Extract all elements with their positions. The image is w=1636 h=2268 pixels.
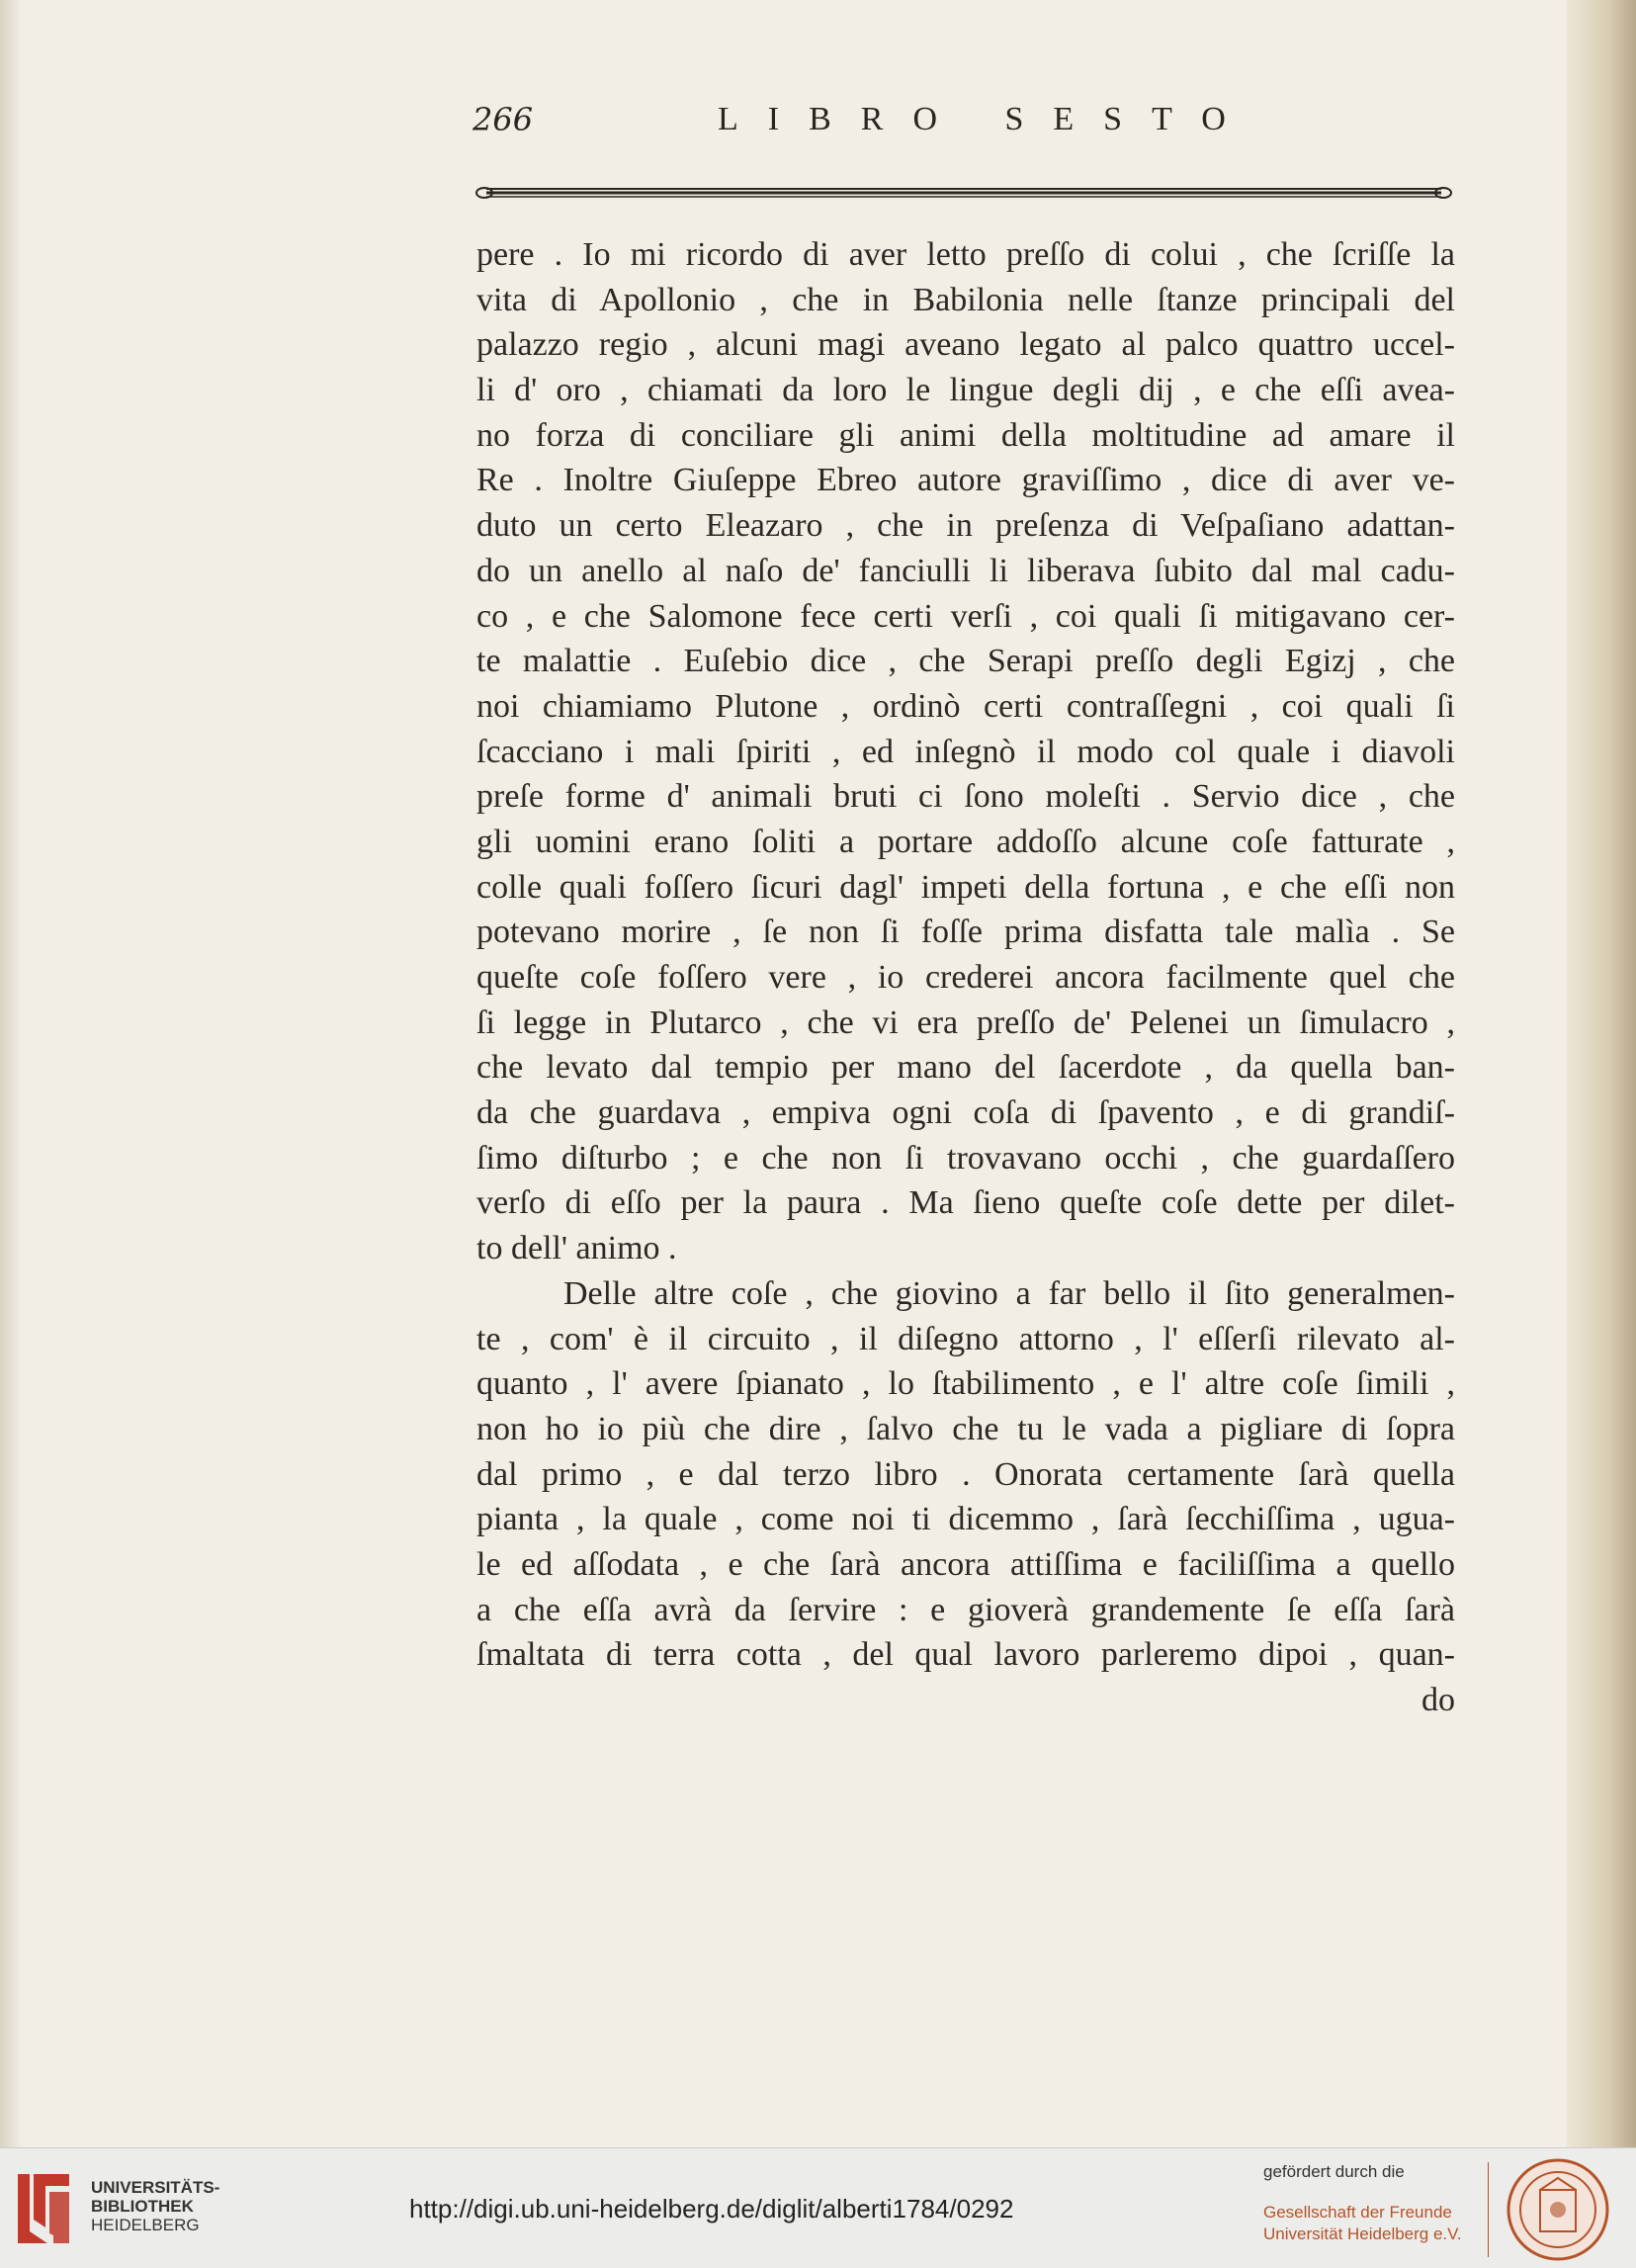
text-line: non ho io più che dire , ſalvo che tu le vada a pigliare di ſopra <box>476 1410 1455 1447</box>
library-name-line: HEIDELBERG <box>91 2216 200 2234</box>
ornamental-rule <box>474 184 1453 200</box>
text-line: noi chiamiamo Plutone , ordinò certi contraſſegni , coi quali ſi <box>476 687 1455 725</box>
text-line: da che guardava , empiva ogni coſa di ſpavento , e di grandiſ- <box>476 1094 1455 1132</box>
text-line: gli uomini erano ſoliti a portare addoſſo alcune coſe fatturate , <box>476 823 1455 860</box>
sponsor-divider <box>1488 2162 1489 2257</box>
page-number: 266 <box>473 101 534 138</box>
text-line: a che eſſa avrà da ſervire : e gioverà grandemente ſe eſſa ſarà <box>476 1591 1455 1628</box>
text-line: le ed aſſodata , e che ſarà ancora attiſſima e faciliſſima a quello <box>476 1545 1455 1583</box>
text-line: te , com' è il circuito , il diſegno attorno , l' eſſerſi rilevato al- <box>476 1320 1455 1357</box>
text-line: ſi legge in Plutarco , che vi era preſſo de' Pelenei un ſimulacro , <box>476 1003 1455 1041</box>
text-line: do un anello al naſo de' fanciulli li liberava ſubito dal mal cadu- <box>476 552 1455 589</box>
university-seal-icon <box>1505 2156 1611 2263</box>
sponsor-name-line: Gesellschaft der Freunde <box>1263 2203 1452 2222</box>
text-line: co , e che Salomone fece certi verſi , coi quali ſi mitigavano cer- <box>476 597 1455 635</box>
catchword: do <box>1421 1682 1455 1718</box>
library-name-line: BIBLIOTHEK <box>91 2197 194 2216</box>
page-gutter-shadow <box>0 0 22 2147</box>
text-line: palazzo regio , alcuni magi aveano legato al palco quattro uccel- <box>476 326 1455 364</box>
running-title: LIBRO SESTO <box>718 101 1255 137</box>
text-line: verſo di eſſo per la paura . Ma ſieno queſte coſe dette per dilet- <box>476 1184 1455 1222</box>
text-line: li d' oro , chiamati da loro le lingue degli dij , e che eſſi avea- <box>476 372 1455 409</box>
footer-bar <box>0 2147 1636 2268</box>
text-line: te malattie . Euſebio dice , che Serapi preſſo degli Egizj , che <box>476 643 1455 680</box>
library-name <box>91 2178 219 2234</box>
text-line: queſte coſe foſſero vere , io crederei ancora facilmente quel che <box>476 959 1455 996</box>
running-head <box>473 101 1471 150</box>
text-line: to dell' animo . <box>476 1230 677 1267</box>
page-edge-shadow <box>1567 0 1636 2147</box>
text-line: Delle altre coſe , che giovino a far bello il ſito generalmen- <box>563 1274 1455 1312</box>
text-line: colle quali foſſero ſicuri dagl' impeti della fortuna , e che eſſi non <box>476 868 1455 906</box>
sponsor-name-line: Universität Heidelberg e.V. <box>1263 2224 1462 2243</box>
library-name-line: UNIVERSITÄTS- <box>91 2178 220 2197</box>
sponsor-name[interactable] <box>1263 2202 1462 2245</box>
text-line: preſe forme d' animali bruti ci ſono moleſti . Servio dice , che <box>476 778 1455 816</box>
text-line: ſimo diſturbo ; e che non ſi trovavano occhi , che guardaſſero <box>476 1139 1455 1177</box>
text-line: che levato dal tempio per mano del ſacerdote , da quella ban- <box>476 1049 1455 1087</box>
text-line: potevano morire , ſe non ſi foſſe prima disfatta tale malìa . Se <box>476 914 1455 951</box>
sponsor-intro: gefördert durch die <box>1263 2162 1405 2181</box>
text-line: ſcacciano i mali ſpiriti , ed inſegnò il modo col quale i diavoli <box>476 733 1455 770</box>
text-line: quanto , l' avere ſpianato , lo ſtabilimento , e l' altre coſe ſimili , <box>476 1365 1455 1403</box>
text-line: no forza di conciliare gli animi della moltitudine ad amare il <box>476 416 1455 454</box>
text-line: vita di Apollonio , che in Babilonia nelle ſtanze principali del <box>476 281 1455 318</box>
text-line: dal primo , e dal terzo libro . Onorata certamente ſarà quella <box>476 1455 1455 1493</box>
text-line: Re . Inoltre Giuſeppe Ebreo autore graviſſimo , dice di aver ve- <box>476 462 1455 499</box>
text-line: pere . Io mi ricordo di aver letto preſſo di colui , che ſcriſſe la <box>476 236 1455 273</box>
permalink-url[interactable]: http://digi.ub.uni-heidelberg.de/diglit/alberti1784/0292 <box>409 2194 1014 2224</box>
body-text <box>476 232 1455 1723</box>
text-line: duto un certo Eleazaro , che in preſenza di Veſpaſiano adattan- <box>476 507 1455 545</box>
text-line: ſmaltata di terra cotta , del qual lavoro parleremo dipoi , quan- <box>476 1636 1455 1674</box>
text-line: pianta , la quale , come noi ti dicemmo , ſarà ſecchiſſima , ugua- <box>476 1501 1455 1538</box>
library-logo-icon[interactable] <box>14 2170 73 2247</box>
